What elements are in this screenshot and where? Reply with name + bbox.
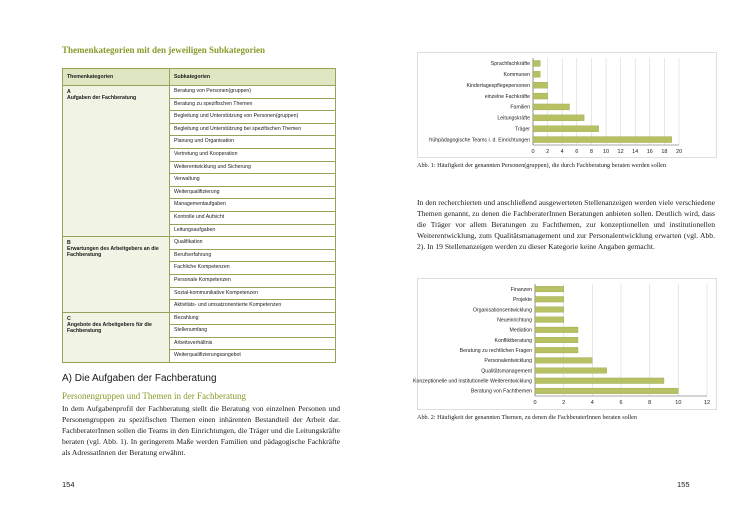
bar: [535, 347, 578, 353]
subcategory-cell: Begleitung und Unterstützung bei spezifischen Themen: [170, 123, 336, 136]
x-tick-label: 10: [602, 149, 610, 155]
figure-caption-2: Abb. 2: Häufigkeit der genannten Themen, zu denen die FachberaterInnen beraten sollen: [417, 414, 637, 421]
subcategory-cell: Stellenumfang: [170, 325, 336, 338]
subcategory-cell: Beratung von Personen(gruppen): [170, 86, 336, 99]
table-header-sub: Subkategorien: [170, 69, 336, 86]
category-label: Konzeptionelle und institutionelle Weiterentwicklung: [412, 378, 532, 385]
bar: [533, 60, 540, 66]
category-label: frühpädagogische Teams i. d. Einrichtungen: [429, 137, 530, 144]
category-label: Personalentwicklung: [484, 358, 532, 365]
category-letter: C: [67, 315, 71, 322]
left-body-text: In dem Aufgabenprofil der Fachberatung stellt die Beratung von einzelnen Personen und Personengruppen zu spezifischen Themen einen inhärenten Bestandteil der Arbeit dar. FachberaterInnen sollen die Teams in den Einrichtungen, die Träger und die Leitungskräfte beraten (vgl. Abb. 1). In geringerem Maße werden Familien und pädagogische Fachkräfte als AdressatInnen der Beratung erwähnt.: [62, 404, 340, 457]
x-tick-label: 2: [562, 400, 566, 406]
category-letter: B: [67, 240, 71, 247]
x-tick-label: 12: [703, 400, 711, 406]
table-row: [63, 237, 336, 250]
table-header-row: [63, 69, 336, 86]
category-label: Organisationsentwicklung: [472, 307, 532, 314]
chart1-svg: [417, 52, 717, 158]
table-row: [63, 86, 336, 99]
figure-caption-1: Abb. 1: Häufigkeit der genannten Personen(gruppen), die durch Fachberatung beraten werden sollen: [417, 162, 666, 169]
subcategory-cell: Kontrolle und Aufsicht: [170, 211, 336, 224]
chart-themen: [412, 278, 717, 410]
category-label: Sprachfachkräfte: [490, 61, 530, 68]
bar: [533, 71, 540, 77]
category-label: Neueinrichtung: [497, 317, 532, 324]
x-tick-label: 16: [646, 149, 653, 155]
x-tick-label: 4: [590, 400, 594, 406]
table-body: [63, 86, 336, 363]
subcategory-cell: Managementaufgaben: [170, 199, 336, 212]
bar: [533, 82, 548, 88]
x-tick-label: 10: [675, 400, 682, 406]
subcategory-cell: Personale Kompetenzen: [170, 274, 336, 287]
category-title: Aufgaben der Fachberatung: [67, 95, 137, 101]
bar: [535, 358, 592, 364]
subcategory-cell: Sozial-kommunikative Kompetenzen: [170, 287, 336, 300]
x-tick-label: 8: [648, 400, 652, 406]
section-title: A) Die Aufgaben der Fachberatung: [62, 373, 217, 384]
table-row: [63, 312, 336, 325]
category-label: Mediation: [509, 327, 532, 334]
category-label: Finanzen: [510, 286, 532, 293]
category-label: Projekte: [512, 297, 532, 304]
bar: [533, 115, 584, 121]
bar: [535, 327, 578, 333]
category-label: Träger: [514, 126, 530, 133]
category-cell: [63, 237, 170, 313]
x-tick-label: 4: [560, 149, 564, 155]
bar: [533, 93, 548, 99]
x-tick-label: 18: [661, 149, 668, 155]
category-title: Angebote des Arbeitgebers für die Fachberatung: [67, 321, 152, 334]
subcategory-cell: Weiterentwicklung und Sicherung: [170, 161, 336, 174]
bar: [533, 104, 570, 110]
subcategory-cell: Leitungsaufgaben: [170, 224, 336, 237]
category-cell: [63, 86, 170, 237]
bar: [535, 286, 564, 292]
category-label: Leitungskräfte: [497, 115, 530, 122]
subcategory-cell: Begleitung und Unterstützung von Personen(gruppen): [170, 111, 336, 124]
category-label: Beratung von Fachthemen: [470, 388, 532, 395]
subcategory-cell: Arbeitsverhältnis: [170, 337, 336, 350]
x-tick-label: 20: [675, 149, 683, 155]
subcategory-cell: Weiterqualifizierung: [170, 186, 336, 199]
x-tick-label: 6: [575, 149, 579, 155]
table-heading: Themenkategorien mit den jeweiligen Subkategorien: [62, 45, 265, 55]
subcategory-cell: Planung und Organisation: [170, 136, 336, 149]
x-tick-label: 6: [619, 400, 623, 406]
category-table: [62, 68, 336, 363]
right-body-text: In den recherchierten und anschließend ausgewerteten Stellenanzeigen werden viele verschiedene Themen genannt, zu denen die FachberaterInnen Beratungen anbieten sollen. Deutlich wird, dass die Träger vor allem Beratungen zu Fachthemen, zur konzeptionellen und institutionellen Weiterentwicklung, zum Qualitätsmanagement und zur Personalentwicklung erwarten (vgl. Abb. 2). In 19 Stellenanzeigen werden zu dieser Kategorie keine Angaben gemacht.: [417, 198, 715, 251]
category-label: einzelne Fachkräfte: [484, 93, 530, 100]
bar: [535, 337, 578, 343]
subcategory-cell: Beratung zu spezifischen Themen: [170, 98, 336, 111]
bar: [535, 388, 678, 394]
bar: [535, 296, 564, 302]
category-label: Kommunen: [503, 72, 530, 79]
category-letter: A: [67, 89, 71, 95]
page-number-left: 154: [62, 480, 75, 489]
x-tick-label: 8: [589, 149, 593, 155]
bar: [535, 378, 664, 384]
page-number-right: 155: [677, 480, 690, 489]
subcategory-cell: Bezahlung: [170, 312, 336, 325]
subcategory-cell: Fachliche Kompetenzen: [170, 262, 336, 275]
subcategory-cell: Aktivitäts- und umsatzorientierte Kompetenzen: [170, 300, 336, 313]
subcategory-cell: Weiterqualifizierungsangebot: [170, 350, 336, 363]
category-title: Erwartungen des Arbeitgebers an die Fachberatung: [67, 246, 159, 259]
table-header-main: Themenkategorien: [63, 69, 170, 86]
subcategory-cell: Qualifikation: [170, 237, 336, 250]
chart-personengruppen: [417, 52, 717, 158]
subcategory-cell: Verwaltung: [170, 174, 336, 187]
x-tick-label: 2: [546, 149, 550, 155]
chart2-svg: [412, 278, 717, 410]
subsection-title: Personengruppen und Themen in der Fachberatung: [62, 391, 247, 401]
subcategory-cell: Berufserfahrung: [170, 249, 336, 262]
category-label: Beratung zu rechtlichen Fragen: [459, 347, 532, 354]
category-label: Familien: [510, 104, 530, 111]
category-label: Konfliktberatung: [494, 337, 532, 344]
bar: [535, 317, 564, 323]
category-label: Kindertagespflegepersonen: [466, 82, 530, 89]
bar: [533, 126, 599, 132]
bar: [533, 137, 672, 143]
category-label: Qualitätsmanagement: [481, 368, 532, 375]
bar: [535, 368, 607, 374]
x-tick-label: 14: [632, 149, 639, 155]
bar: [535, 307, 564, 313]
x-tick-label: 12: [617, 149, 624, 155]
category-cell: [63, 312, 170, 362]
right-page: [375, 0, 750, 529]
subcategory-cell: Vertretung und Kooperation: [170, 148, 336, 161]
x-tick-label: 0: [533, 400, 537, 406]
x-tick-label: 0: [531, 149, 535, 155]
